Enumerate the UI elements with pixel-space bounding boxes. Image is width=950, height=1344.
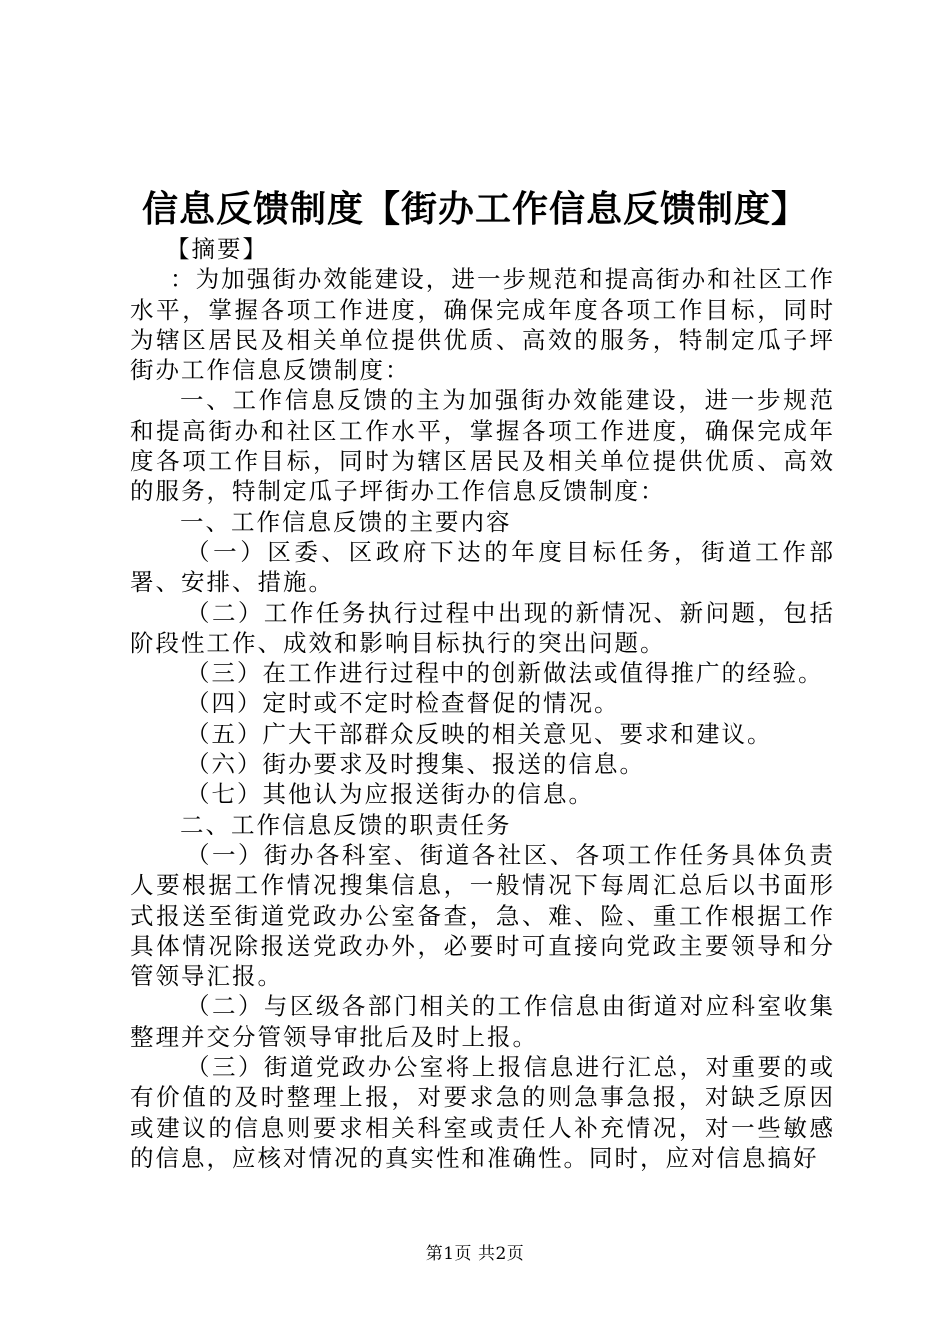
paragraph: （一）区委、区政府下达的年度目标任务，街道工作部署、安排、措施。 [130,537,835,597]
abstract-label: 【摘要】 [166,235,268,263]
paragraph: （三）在工作进行过程中的创新做法或值得推广的经验。 [186,659,824,688]
paragraph: ：为加强街办效能建设，进一步规范和提高街办和社区工作水平，掌握各项工作进度，确保完成年度各项工作目标，同时为辖区居民及相关单位提供优质、高效的服务，特制定瓜子坪街办工作信息反馈制度： [130,265,835,385]
paragraph: （三）街道党政办公室将上报信息进行汇总，对重要的或有价值的及时整理上报，对要求急的则急事急报，对缺乏原因或建议的信息则要求相关科室或责任人补充情况，对一些敏感的信息，应核对情况的真实性和准确性。同时，应对信息搞好 [130,1053,835,1172]
section-heading: 二、工作信息反馈的职责任务 [180,810,512,839]
paragraph: （四）定时或不定时检查督促的情况。 [186,689,620,718]
document-title: 信息反馈制度【街办工作信息反馈制度】 [141,188,808,230]
paragraph: （二）工作任务执行过程中出现的新情况、新问题，包括阶段性工作、成效和影响目标执行的突出问题。 [130,598,835,657]
paragraph: （七）其他认为应报送街办的信息。 [186,780,594,809]
paragraph: （一）街办各科室、街道各社区、各项工作任务具体负责人要根据工作情况搜集信息，一般情况下每周汇总后以书面形式报送至街道党政办公室备查，急、难、险、重工作根据工作具体情况除报送党政办外，必要时可直接向党政主要领导和分管领导汇报。 [130,840,835,991]
paragraph: （五）广大干部群众反映的相关意见、要求和建议。 [186,719,773,748]
page-footer: 第1页 共2页 [425,1244,525,1264]
paragraph: （六）街办要求及时搜集、报送的信息。 [186,750,645,779]
document-body [130,234,835,1173]
paragraph: 一、工作信息反馈的主为加强街办效能建设，进一步规范和提高街办和社区工作水平，掌握各项工作进度，确保完成年度各项工作目标，同时为辖区居民及相关单位提供优质、高效的服务，特制定瓜子坪街办工作信息反馈制度： [130,386,835,506]
paragraph: （二）与区级各部门相关的工作信息由街道对应科室收集整理并交分管领导审批后及时上报。 [130,992,835,1051]
section-heading: 一、工作信息反馈的主要内容 [180,507,512,536]
